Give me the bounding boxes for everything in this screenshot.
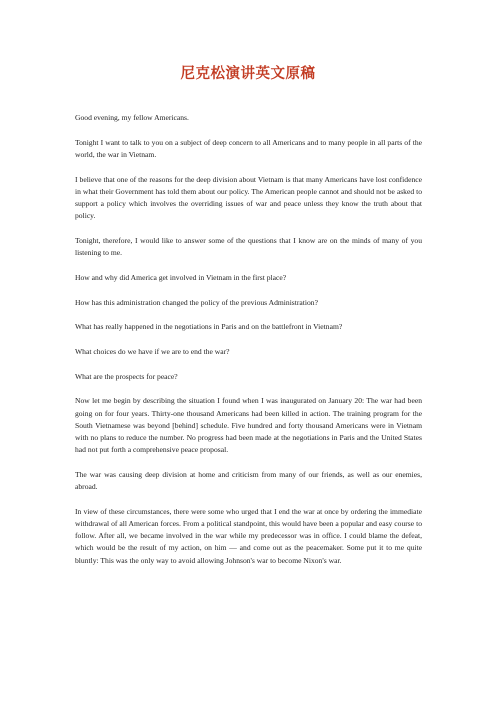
document-title: 尼克松演讲英文原稿 bbox=[180, 65, 316, 82]
paragraph-withdrawal: In view of these circumstances, there were some who urged that I end the war at once by ordering the immediate withdrawal of all American forces. From a political standpoint, this would have been a popular and easy course to follow. After all, we became involved in the war while my predecessor was in office. I could blame the defeat, which would be the result of my action, on him — and come out as the peacemaker. Some put it to me quite bluntly: This was the only way to avoid allowing Johnson's war to become Nixon's war. bbox=[75, 506, 422, 565]
document-body bbox=[75, 112, 422, 579]
paragraph-question-3: What has really happened in the negotiations in Paris and on the battlefront in Vietnam? bbox=[75, 322, 343, 332]
paragraph-confidence: I believe that one of the reasons for the deep division about Vietnam is that many Americans have lost confidence in what their Government has told them about our policy. The American people cannot and should not be asked to support a policy which involves the overriding issues of war and peace unless they know the truth about that policy. bbox=[75, 174, 422, 221]
paragraph-situation: Now let me begin by describing the situation I found when I was inaugurated on January 20: The war had been going on for four years. Thirty-one thousand Americans had been killed in action. The training program for the South Vietnamese was beyond [behind] schedule. Five hundred and forty thousand Americans were in Vietnam with no plans to reduce the number. No progress had been made at the negotiations in Paris and the United States had not put forth a comprehensive peace proposal. bbox=[75, 396, 422, 455]
paragraph-division: The war was causing deep division at home and criticism from many of our friends, as well as our enemies, abroad. bbox=[75, 469, 422, 492]
paragraph-greeting: Good evening, my fellow Americans. bbox=[75, 113, 189, 122]
paragraph-question-2: How has this administration changed the policy of the previous Administration? bbox=[75, 297, 318, 307]
paragraph-question-5: What are the prospects for peace? bbox=[75, 371, 178, 381]
paragraph-intro: Tonight I want to talk to you on a subject of deep concern to all Americans and to many people in all parts of the world, the war in Vietnam. bbox=[75, 137, 422, 159]
paragraph-question-4: What choices do we have if we are to end the war? bbox=[75, 346, 230, 356]
paragraph-question-1: How and why did America get involved in Vietnam in the first place? bbox=[75, 272, 287, 282]
paragraph-questions-intro: Tonight, therefore, I would like to answer some of the questions that I know are on the minds of many of you listening to me. bbox=[75, 235, 422, 258]
